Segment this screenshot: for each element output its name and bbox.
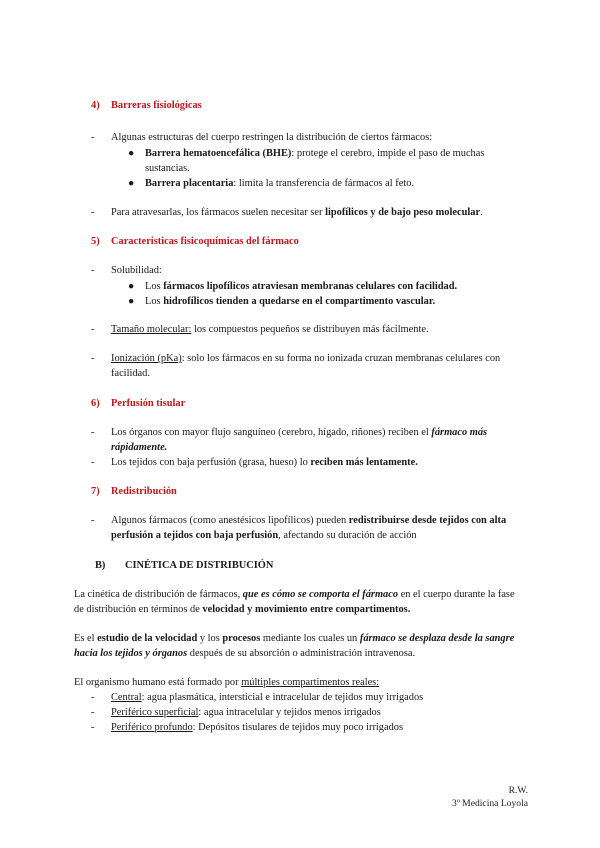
section-7-title: Redistribución (111, 486, 177, 497)
p1-b: que es cómo se comporta el fármaco (242, 589, 399, 600)
p2-a: Es el (74, 633, 98, 644)
dash-marker: - (91, 722, 95, 733)
compartment-deep (111, 720, 531, 735)
s4-note-bold: lipofílicos y de bajo peso molecular (325, 207, 481, 218)
s4-bullet-bhe (145, 146, 525, 176)
s6-item-1-text: Los órganos con mayor flujo sanguíneo (cerebro, hígado, riñones) reciben el (111, 427, 432, 438)
lipo-bold: fármacos lipofílicos atraviesan membranas celulares con facilidad. (163, 281, 458, 292)
p1-a: La cinética de distribución de fármacos, (74, 589, 243, 600)
s5-solubility-label: Solubilidad: (111, 265, 162, 276)
s6-item-1-bold: fármaco más rápidamente. (111, 427, 488, 453)
p1-c: en el cuerpo durante la fase de distribución en términos de (74, 589, 515, 615)
section-5-number: 5) (91, 236, 100, 247)
size-text: los compuestos pequeños se distribuyen más fácilmente. (191, 324, 429, 335)
section-b-paragraph-1 (74, 587, 526, 617)
section-6-heading (91, 396, 185, 411)
compartment-central (111, 690, 531, 705)
bullet-marker: ● (128, 148, 135, 159)
section-b-paragraph-3 (74, 675, 526, 690)
bhe-term: Barrera hematoencefálica (BHE) (145, 148, 292, 159)
dash-marker: - (91, 324, 95, 335)
central-label: Central (111, 692, 142, 703)
bullet-marker: ● (128, 281, 135, 292)
s6-item-2-text: Los tejidos con baja perfusión (grasa, hueso) lo (111, 457, 311, 468)
section-b-paragraph-2 (74, 631, 526, 661)
s4-note-end: . (480, 207, 483, 218)
p3-a: El organismo humano está formado por (74, 677, 242, 688)
ion-label: Ionización (pKa) (111, 353, 182, 364)
s7-item-bold: redistribuirse desde tejidos con alta perfusión a tejidos con baja perfusión (111, 515, 507, 541)
section-b-heading (95, 558, 273, 573)
s4-intro: Algunas estructuras del cuerpo restringen la distribución de ciertos fármacos: (111, 132, 433, 143)
dash-marker: - (91, 515, 95, 526)
placenta-term: Barrera placentaria (145, 178, 234, 189)
superficial-text: : agua intracelular y tejidos menos irrigados (198, 707, 381, 718)
hidro-pre: Los (145, 296, 164, 307)
s5-bullet-lipo (145, 279, 525, 294)
footer-course: 3º Medicina Loyola (452, 798, 528, 809)
section-5-title: Características fisicoquímicas del fármaco (111, 236, 299, 247)
section-6-title: Perfusión tisular (111, 398, 186, 409)
p2-b: estudio de la velocidad (97, 633, 198, 644)
s5-bullet-hidro (145, 294, 525, 309)
p2-g: después de su absorción o administración intravenosa. (187, 648, 416, 659)
s4-note-text: Para atravesarlas, los fármacos suelen necesitar ser (111, 207, 326, 218)
s4-bullet-placenta (145, 176, 525, 191)
size-label: Tamaño molecular: (111, 324, 192, 335)
footer-initials: R.W. (508, 785, 528, 796)
section-5-heading (91, 234, 299, 249)
s5-ionization (111, 351, 531, 381)
dash-marker: - (91, 132, 95, 143)
p3-b: múltiples compartimentos reales: (241, 677, 380, 688)
section-4-title: Barreras fisiológicas (111, 100, 202, 111)
dash-marker: - (91, 427, 95, 438)
section-7-heading (91, 484, 177, 499)
hidro-bold: hidrofílicos tienden a quedarse en el compartimento vascular. (163, 296, 436, 307)
placenta-desc: : limita la transferencia de fármacos al feto. (233, 178, 414, 189)
bhe-desc: : protege el cerebro, impide el paso de muchas sustancias. (145, 148, 485, 174)
deep-label: Periférico profundo (111, 722, 193, 733)
section-7-number: 7) (91, 486, 100, 497)
ion-text: : solo los fármacos en su forma no ionizada cruzan membranas celulares con facilidad. (111, 353, 501, 379)
deep-text: : Depósitos tisulares de tejidos muy poco irrigados (192, 722, 404, 733)
p2-d: procesos (222, 633, 261, 644)
section-4-number: 4) (91, 100, 100, 111)
section-4-heading (91, 98, 202, 113)
dash-marker: - (91, 707, 95, 718)
p2-f: fármaco se desplaza desde la sangre hacia los tejidos y órganos (74, 633, 515, 659)
s7-item-text: Algunos fármacos (como anestésicos lipofílicos) pueden (111, 515, 349, 526)
s6-item-2 (111, 455, 531, 470)
section-6-number: 6) (91, 398, 100, 409)
compartment-superficial (111, 705, 531, 720)
dash-marker: - (91, 692, 95, 703)
s7-item-end: , afectando su duración de acción (278, 530, 417, 541)
dash-marker: - (91, 457, 95, 468)
central-text: : agua plasmática, intersticial e intracelular de tejidos muy irrigados (141, 692, 424, 703)
lipo-pre: Los (145, 281, 164, 292)
s7-item (111, 513, 531, 543)
s6-item-2-bold: reciben más lentamente. (310, 457, 418, 468)
s6-item-1 (111, 425, 531, 455)
bullet-marker: ● (128, 178, 135, 189)
bullet-marker: ● (128, 296, 135, 307)
s4-note (111, 205, 531, 220)
section-b-label: B) (95, 560, 106, 571)
superficial-label: Periférico superficial (111, 707, 199, 718)
footer (452, 784, 528, 810)
s5-size (111, 322, 531, 337)
p2-c: y los (197, 633, 223, 644)
dash-marker: - (91, 265, 95, 276)
p1-d: velocidad y movimiento entre compartimentos. (202, 604, 411, 615)
dash-marker: - (91, 353, 95, 364)
section-b-title: CINÉTICA DE DISTRIBUCIÓN (125, 560, 274, 571)
dash-marker: - (91, 207, 95, 218)
p2-e: mediante los cuales un (260, 633, 360, 644)
